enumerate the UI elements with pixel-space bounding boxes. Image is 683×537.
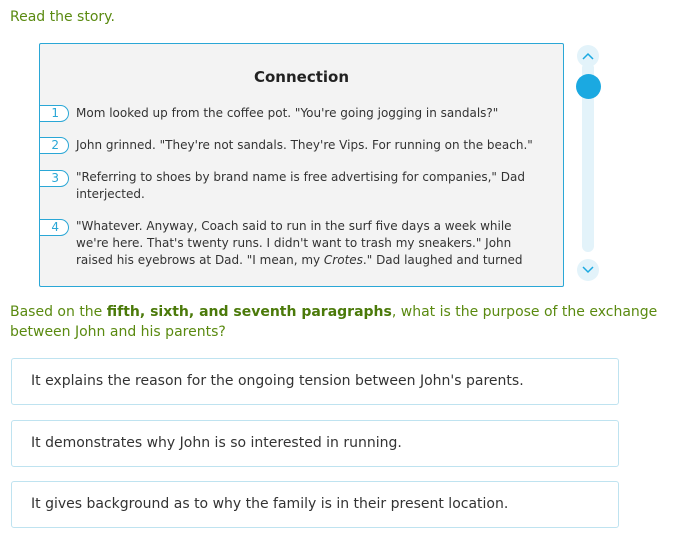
chevron-down-icon	[582, 266, 594, 274]
answer-option-1[interactable]: It explains the reason for the ongoing tension between John's parents.	[11, 358, 619, 405]
paragraph-4	[76, 218, 536, 269]
paragraph-number: 1	[40, 105, 69, 122]
question-prefix: Based on the	[10, 304, 107, 320]
scrollbar-thumb[interactable]	[576, 74, 601, 99]
scroll-down-button[interactable]	[577, 259, 599, 281]
instruction-text: Read the story.	[10, 9, 115, 25]
paragraph-4-text-end: ." Dad laughed and turned	[362, 253, 523, 267]
answer-option-2[interactable]: It demonstrates why John is so interested in running.	[11, 420, 619, 467]
paragraph-number: 2	[40, 137, 69, 154]
scroll-up-button[interactable]	[577, 45, 599, 67]
paragraph-4-text: "Whatever. Anyway, Coach said to run in the surf five days a week while we're here. That's twenty runs. I didn't want to trash my sneakers." John raised his eyebrows at Dad. "I mean, my	[76, 219, 512, 267]
paragraph-number: 3	[40, 170, 69, 187]
story-panel	[39, 43, 564, 287]
chevron-up-icon	[582, 52, 594, 60]
paragraph-2: John grinned. "They're not sandals. They're Vips. For running on the beach."	[76, 138, 533, 152]
paragraph-3: "Referring to shoes by brand name is free advertising for companies," Dad interjected.	[76, 170, 525, 201]
question-bold: fifth, sixth, and seventh paragraphs	[106, 304, 392, 320]
answer-option-3[interactable]: It gives background as to why the family is in their present location.	[11, 481, 619, 528]
story-title: Connection	[253, 68, 350, 86]
paragraph-number: 4	[40, 219, 69, 236]
question-suffix: , what is the purpose of the exchange between John and his parents?	[10, 304, 658, 340]
paragraph-1: Mom looked up from the coffee pot. "You're going jogging in sandals?"	[76, 106, 499, 120]
paragraph-4-italic: Crotes	[323, 253, 363, 267]
question-text	[10, 302, 680, 342]
